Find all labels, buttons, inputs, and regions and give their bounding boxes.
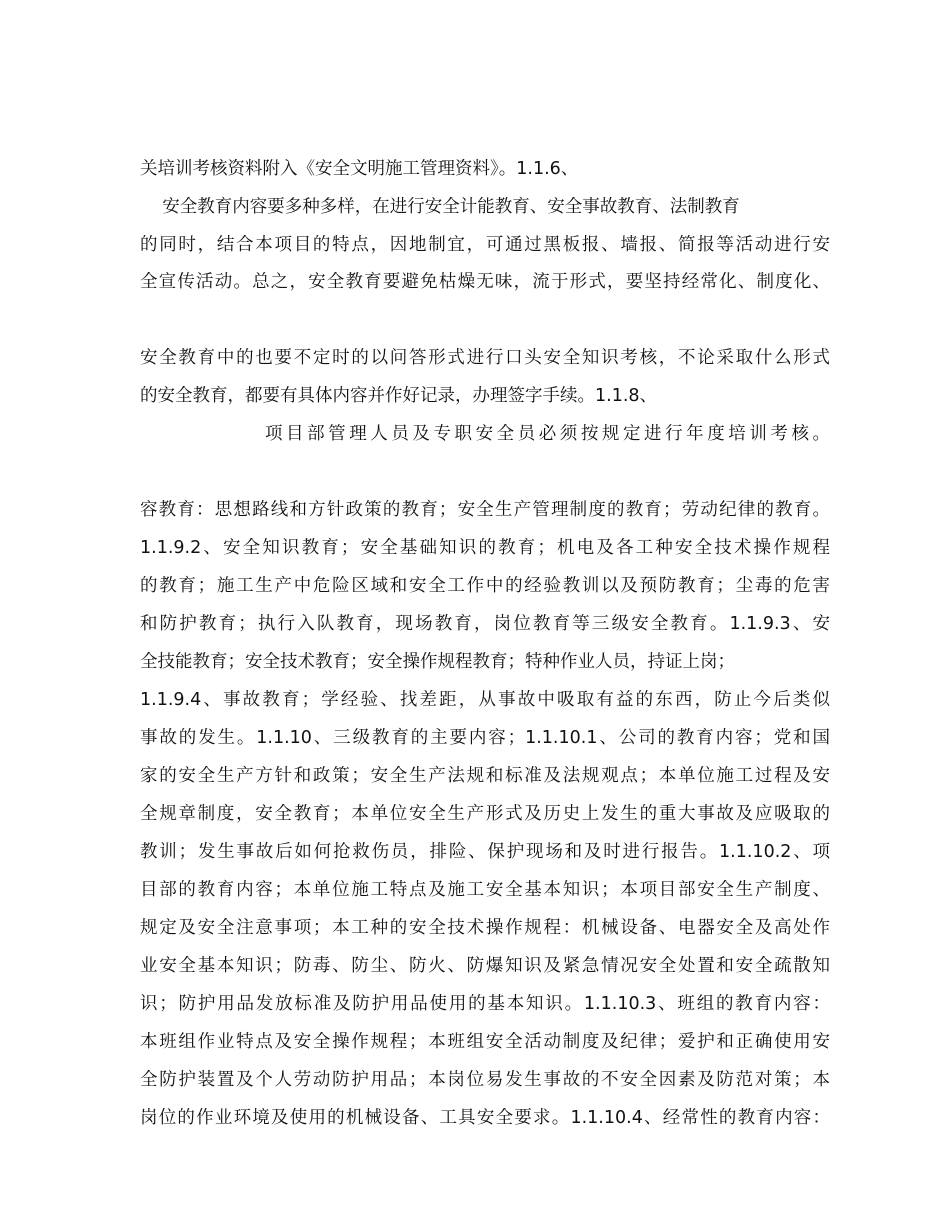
text-line-19: 全规章制度，安全教育；本单位安全生产形式及历史上发生的重大事故及应吸取的 — [140, 804, 830, 824]
text-line-18: 家的安全生产方针和政策；安全生产法规和标准及法规观点；本单位施工过程及安 — [140, 766, 830, 786]
text-line-9: 项目部管理人员及专职安全员必须按规定进行年度培训考核。 — [265, 424, 830, 444]
text-line-24: 识；防护用品发放标准及防护用品使用的基本知识。1.1.10.3、班组的教育内容： — [140, 994, 830, 1014]
text-line-4: 的同时，结合本项目的特点，因地制宜，可通过黑板报、墙报、简报等活动进行安 — [140, 235, 830, 255]
text-line-10 — [140, 457, 830, 487]
text-line-11: 容教育：思想路线和方针政策的教育；安全生产管理制度的教育；劳动纪律的教育。 — [140, 500, 830, 520]
text-line-6 — [140, 306, 830, 336]
text-line-13: 的教育；施工生产中危险区域和安全工作中的经验教训以及预防教育；尘毒的危害 — [140, 576, 830, 596]
text-line-21: 目部的教育内容；本单位施工特点及施工安全基本知识；本项目部安全生产制度、 — [140, 880, 830, 900]
text-line-3: 安全教育内容要多种多样，在进行安全计能教育、安全事故教育、法制教育 — [140, 197, 740, 217]
text-line-20: 教训；发生事故后如何抢救伤员，排险、保护现场和及时进行报告。1.1.10.2、项 — [140, 842, 830, 862]
text-line-17: 事故的发生。1.1.10、三级教育的主要内容；1.1.10.1、公司的教育内容；党和国 — [140, 728, 830, 748]
text-line-8: 的安全教育，都要有具体内容并作好记录，办理签字手续。1.1.8、 — [140, 386, 658, 406]
text-line-14: 和防护教育；执行入队教育，现场教育，岗位教育等三级安全教育。1.1.9.3、安 — [140, 614, 830, 634]
text-line-1 — [140, 115, 830, 145]
text-line-15: 全技能教育；安全技术教育；安全操作规程教育；特种作业人员，持证上岗； — [140, 652, 735, 672]
text-line-22: 规定及安全注意事项；本工种的安全技术操作规程：机械设备、电器安全及高处作 — [140, 918, 830, 938]
text-line-25: 本班组作业特点及安全操作规程；本班组安全活动制度及纪律；爱护和正确使用安 — [140, 1032, 830, 1052]
text-line-26: 全防护装置及个人劳动防护用品；本岗位易发生事故的不安全因素及防范对策；本 — [140, 1070, 830, 1090]
text-line-27: 岗位的作业环境及使用的机械设备、工具安全要求。1.1.10.4、经常性的教育内容： — [140, 1108, 830, 1128]
text-line-23: 业安全基本知识；防毒、防尘、防火、防爆知识及紧急情况安全处置和安全疏散知 — [140, 956, 830, 976]
text-line-5: 全宣传活动。总之，安全教育要避免枯燥无味，流于形式，要坚持经常化、制度化、 — [140, 272, 830, 292]
text-line-7: 安全教育中的也要不定时的以问答形式进行口头安全知识考核，不论采取什么形式 — [140, 348, 830, 368]
text-line-16: 1.1.9.4、事故教育；学经验、找差距，从事故中吸取有益的东西，防止今后类似 — [140, 690, 830, 710]
text-line-12: 1.1.9.2、安全知识教育；安全基础知识的教育；机电及各工种安全技术操作规程 — [140, 538, 830, 558]
text-line-2: 关培训考核资料附入《安全文明施工管理资料》。1.1.6、 — [140, 159, 579, 179]
